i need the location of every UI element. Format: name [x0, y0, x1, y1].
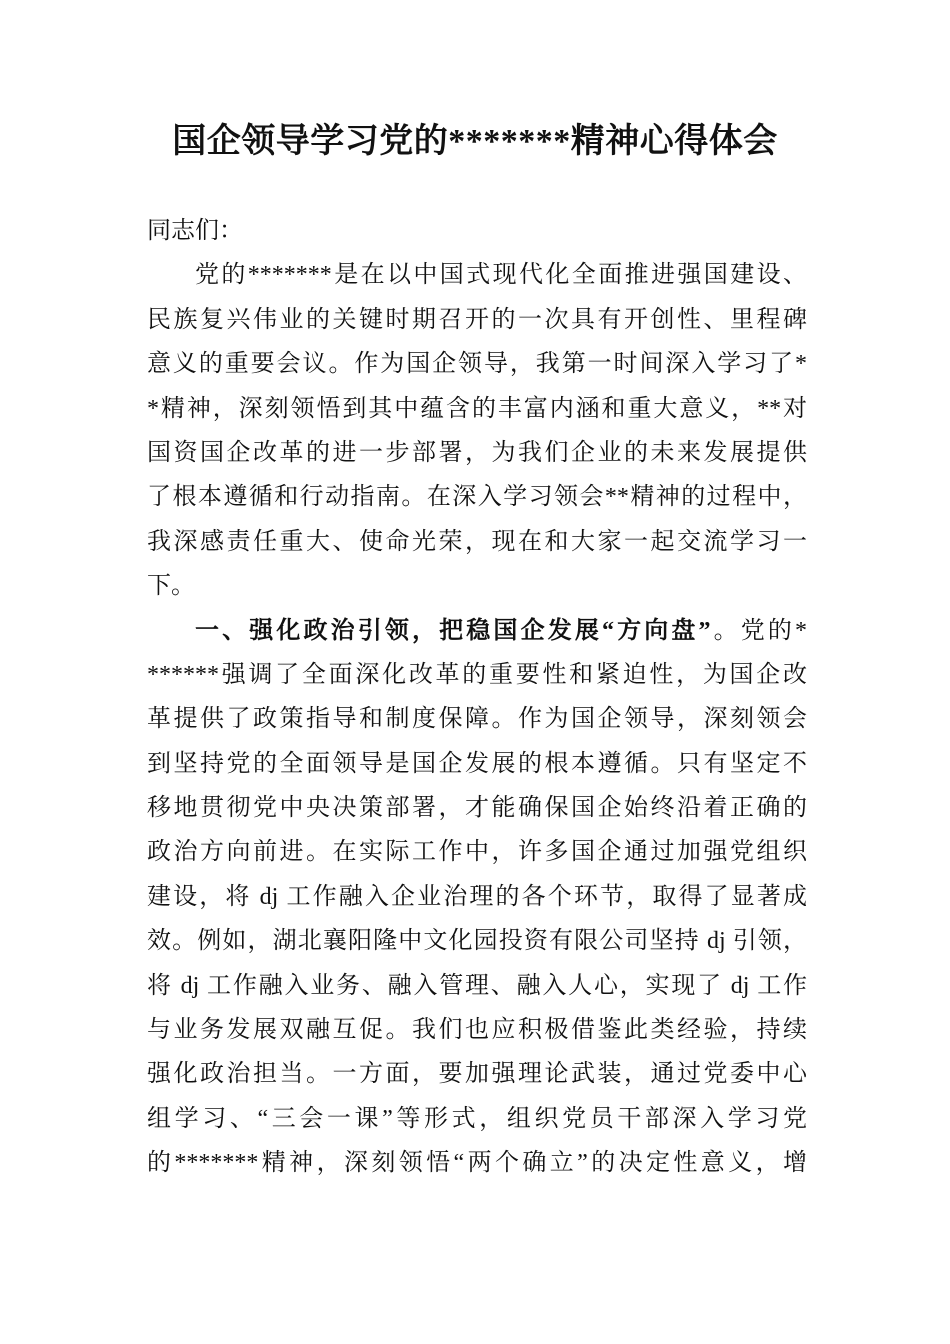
text-run: 。党的* — [710, 617, 808, 644]
text-line: 建设，将 dj 工作融入企业治理的各个环节，取得了显著成 — [147, 883, 807, 910]
text-line: 将 dj 工作融入业务、融入管理、融入人心，实现了 dj 工作 — [147, 972, 807, 999]
text-line: 意义的重要会议。作为国企领导，我第一时间深入学习了* — [147, 351, 807, 378]
text-line: 下。 — [147, 573, 195, 600]
text-line: 与业务发展双融互促。我们也应积极借鉴此类经验，持续 — [147, 1017, 807, 1044]
text-line: ******强调了全面深化改革的重要性和紧迫性，为国企改 — [147, 661, 807, 688]
text-line: 我深感责任重大、使命光荣，现在和大家一起交流学习一 — [147, 528, 807, 555]
paragraph-intro — [147, 253, 807, 608]
text-line: 政治方向前进。在实际工作中，许多国企通过加强党组织 — [147, 839, 807, 866]
text-line: 了根本遵循和行动指南。在深入学习领会**精神的过程中， — [147, 484, 807, 511]
text-line: 移地贯彻党中央决策部署，才能确保国企始终沿着正确的 — [147, 795, 807, 822]
text-line: 党的*******是在以中国式现代化全面推进强国建设、 — [195, 262, 807, 289]
text-line: *精神，深刻领悟到其中蕴含的丰富内涵和重大意义，**对 — [147, 395, 807, 422]
section-heading: 一、强化政治引领，把稳国企发展“方向盘” — [195, 617, 711, 644]
text-line: 革提供了政策指导和制度保障。作为国企领导，深刻领会 — [147, 706, 807, 733]
text-line — [147, 609, 807, 653]
text-line: 组学习、“三会一课”等形式，组织党员干部深入学习党 — [147, 1105, 807, 1132]
text-line: 效。例如，湖北襄阳隆中文化园投资有限公司坚持 dj 引领， — [147, 928, 807, 955]
salutation: 同志们： — [147, 218, 243, 244]
text-line: 的*******精神，深刻领悟“两个确立”的决定性意义，增 — [147, 1150, 807, 1177]
document-body — [147, 209, 807, 1186]
text-line: 国资国企改革的进一步部署，为我们企业的未来发展提供 — [147, 439, 807, 466]
document-title: 国企领导学习党的*******精神心得体会 — [172, 123, 778, 160]
paragraph-section-one — [147, 609, 807, 1186]
text-line: 强化政治担当。一方面，要加强理论武装，通过党委中心 — [147, 1061, 807, 1088]
text-line: 到坚持党的全面领导是国企发展的根本遵循。只有坚定不 — [147, 750, 807, 777]
text-line: 民族复兴伟业的关键时期召开的一次具有开创性、里程碑 — [147, 306, 807, 333]
